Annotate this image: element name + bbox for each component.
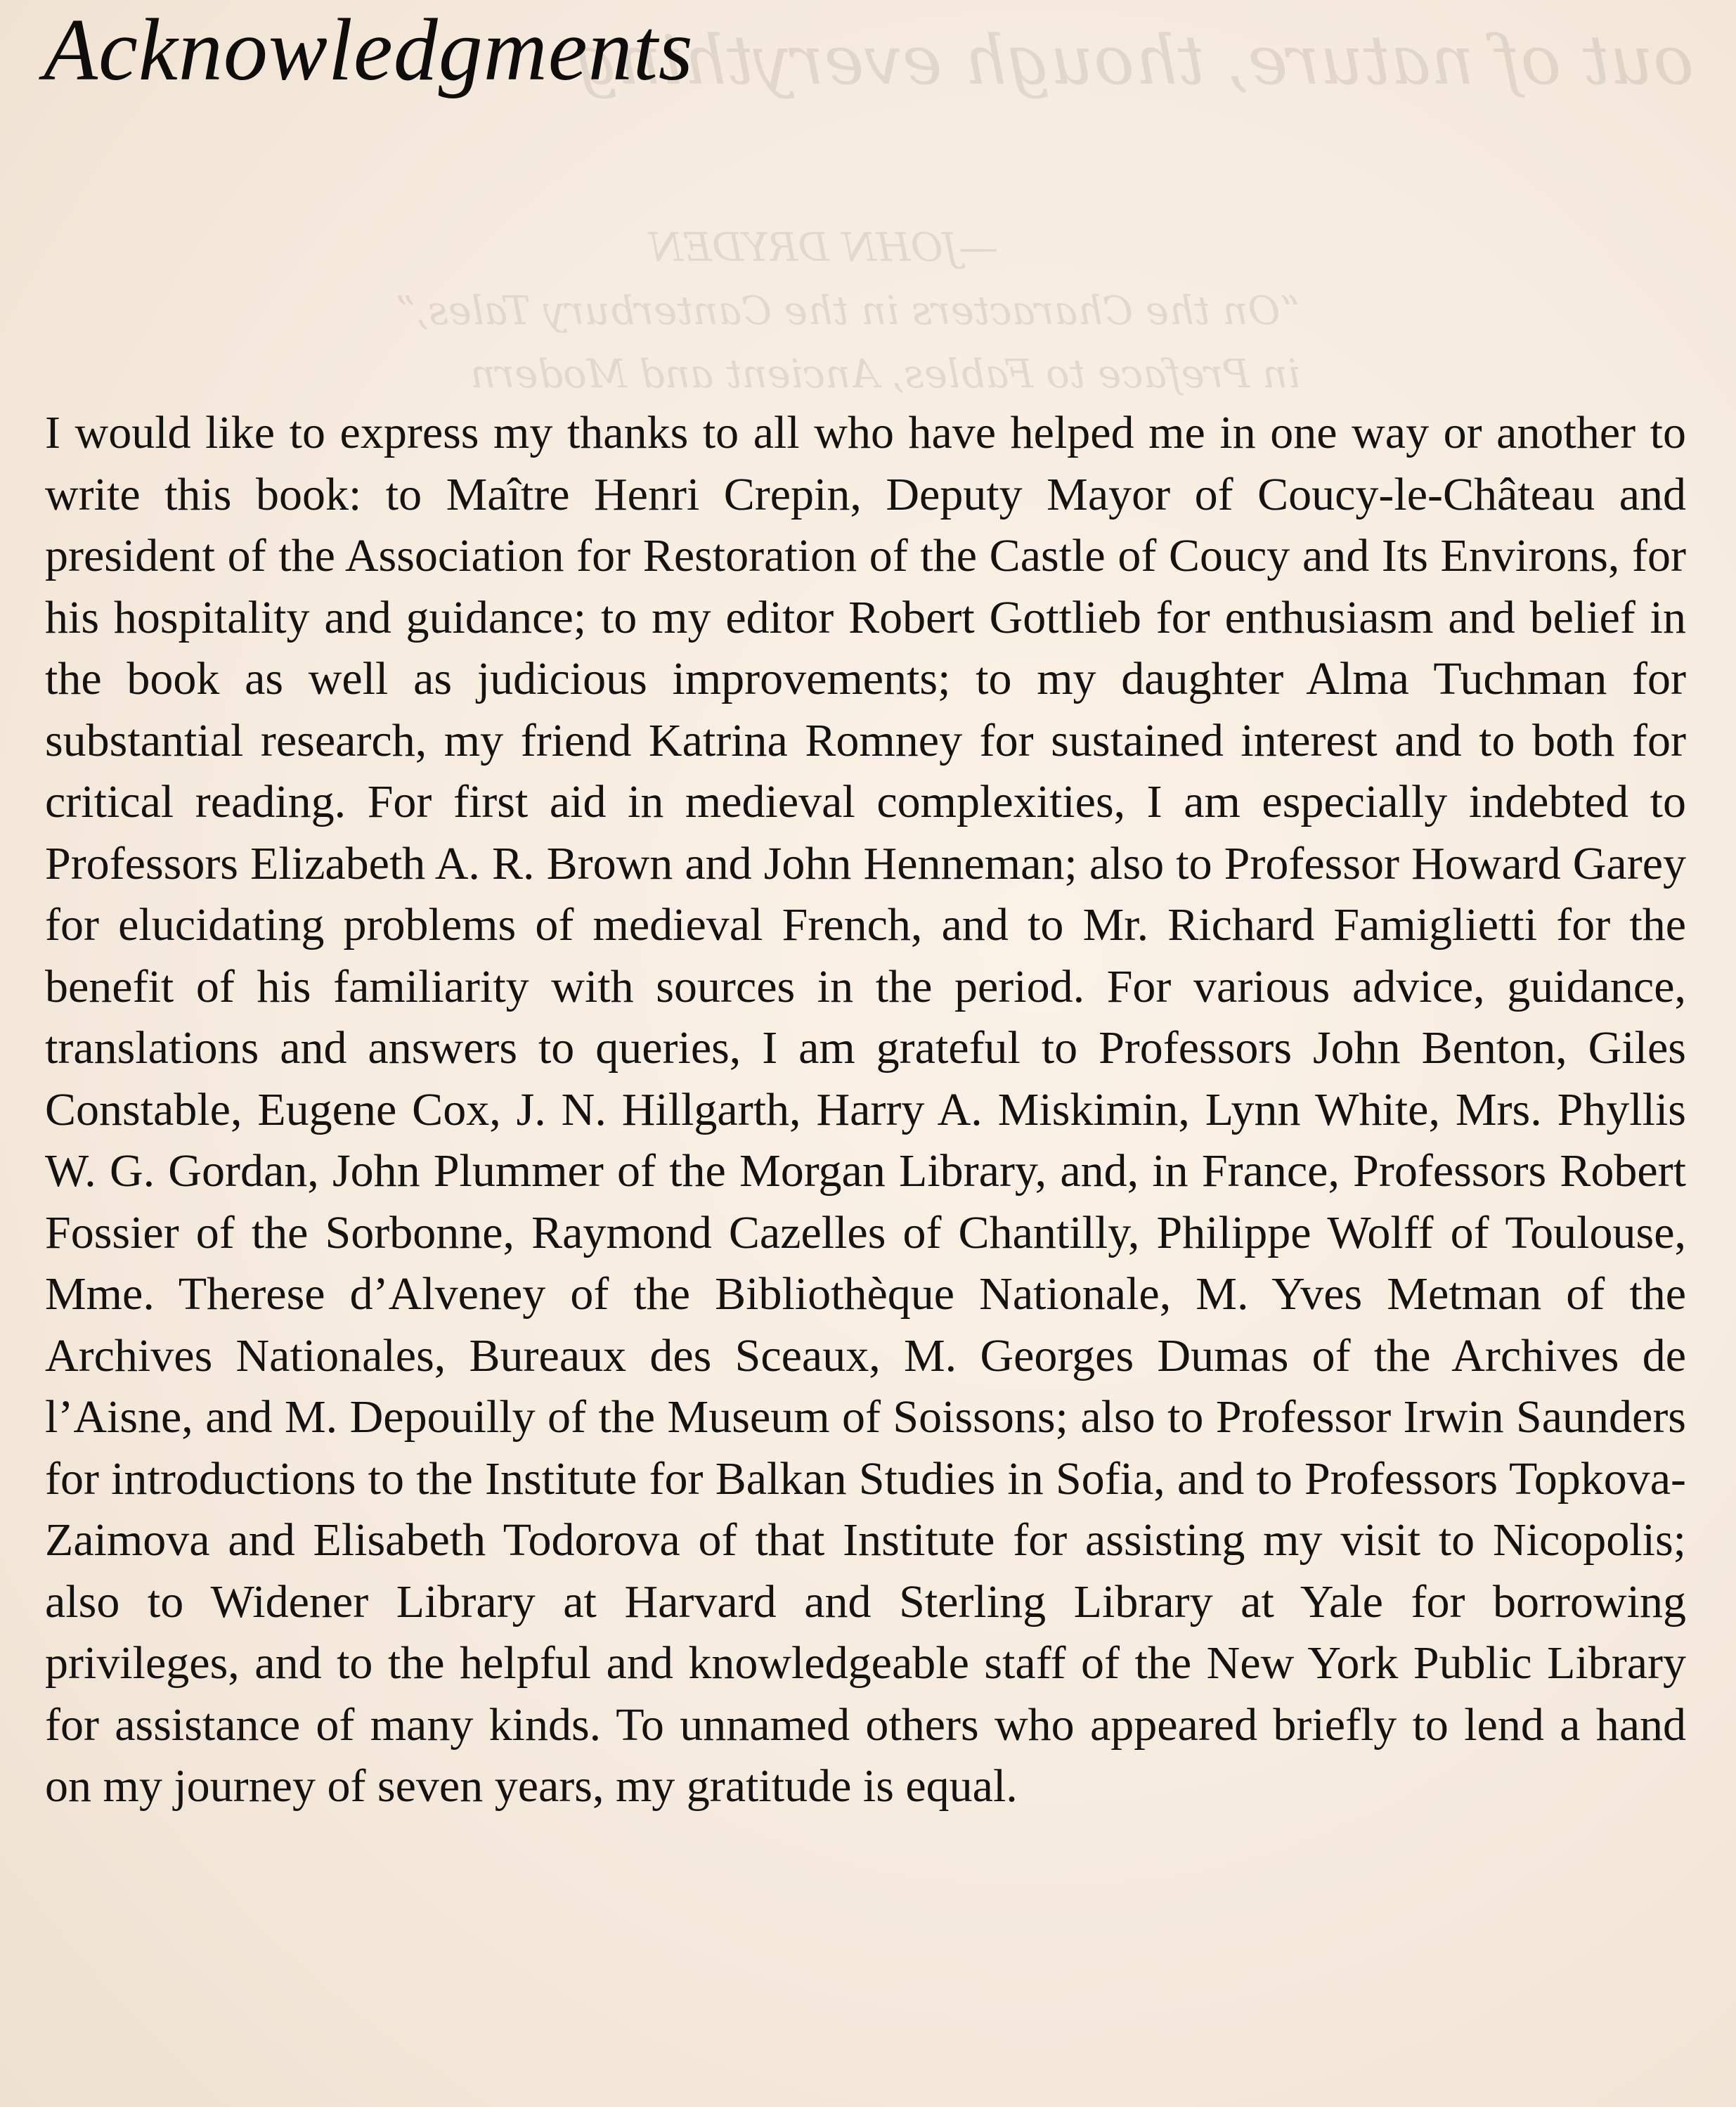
bleed-through-epigraph: out of nature, though everything <box>575 21 1694 100</box>
bleed-through-attribution: —JOHN DRYDEN <box>648 225 998 271</box>
page-title: Acknowledgments <box>44 1 694 99</box>
bleed-through-source-2: in Preface to Fables, Ancient and Modern <box>470 352 1300 397</box>
acknowledgments-paragraph: I would like to express my thanks to all who have helped me in one way or another to write this book: to Maître Henri Crepin, Deputy Mayor of Coucy-le-Château and president of the Association for Restoration of the Castle of Coucy and Its Environs, for his hospitality and guidance; to my editor Robert Gottlieb for enthusiasm and belief in the book as well as judicious improvements; to my daughter Alma Tuchman for substantial research, my friend Katrina Romney for sustained interest and to both for critical reading. For first aid in medieval complexities, I am especially indebted to Professors Elizabeth A. R. Brown and John Henneman; also to Professor Howard Garey for elucidating problems of medieval French, and to Mr. Richard Famiglietti for the benefit of his familiarity with sources in the period. For various advice, guidance, translations and answers to queries, I am grateful to Professors John Benton, Giles Constable, Eugene Cox, J. N. Hillgarth, Harry A. Miskimin, Lynn White, Mrs. Phyllis W. G. Gordan, John Plummer of the Morgan Library, and, in France, Professors Robert Fossier of the Sorbonne, Raymond Cazelles of Chantilly, Philippe Wolff of Toulouse, Mme. Therese d’Alveney of the Bibliothèque Nationale, M. Yves Metman of the Archives Nationales, Bureaux des Sceaux, M. Georges Dumas of the Archives de l’Aisne, and M. Depouilly of the Museum of Soissons; also to Professor Irwin Saunders for introductions to the Institute for Balkan Studies in Sofia, and to Professors Topkova-Zaimova and Elisabeth Todorova of that Institute for assisting my visit to Nicopolis; also to Widener Library at Harvard and Sterling Library at Yale for borrowing privileges, and to the helpful and knowledgeable staff of the New York Public Library for assistance of many kinds. To unnamed others who appeared briefly to lend a hand on my journey of seven years, my gratitude is equal. <box>45 407 1686 1812</box>
bleed-through-source-1: “On the Characters in the Canterbury Tales,” <box>395 288 1300 334</box>
